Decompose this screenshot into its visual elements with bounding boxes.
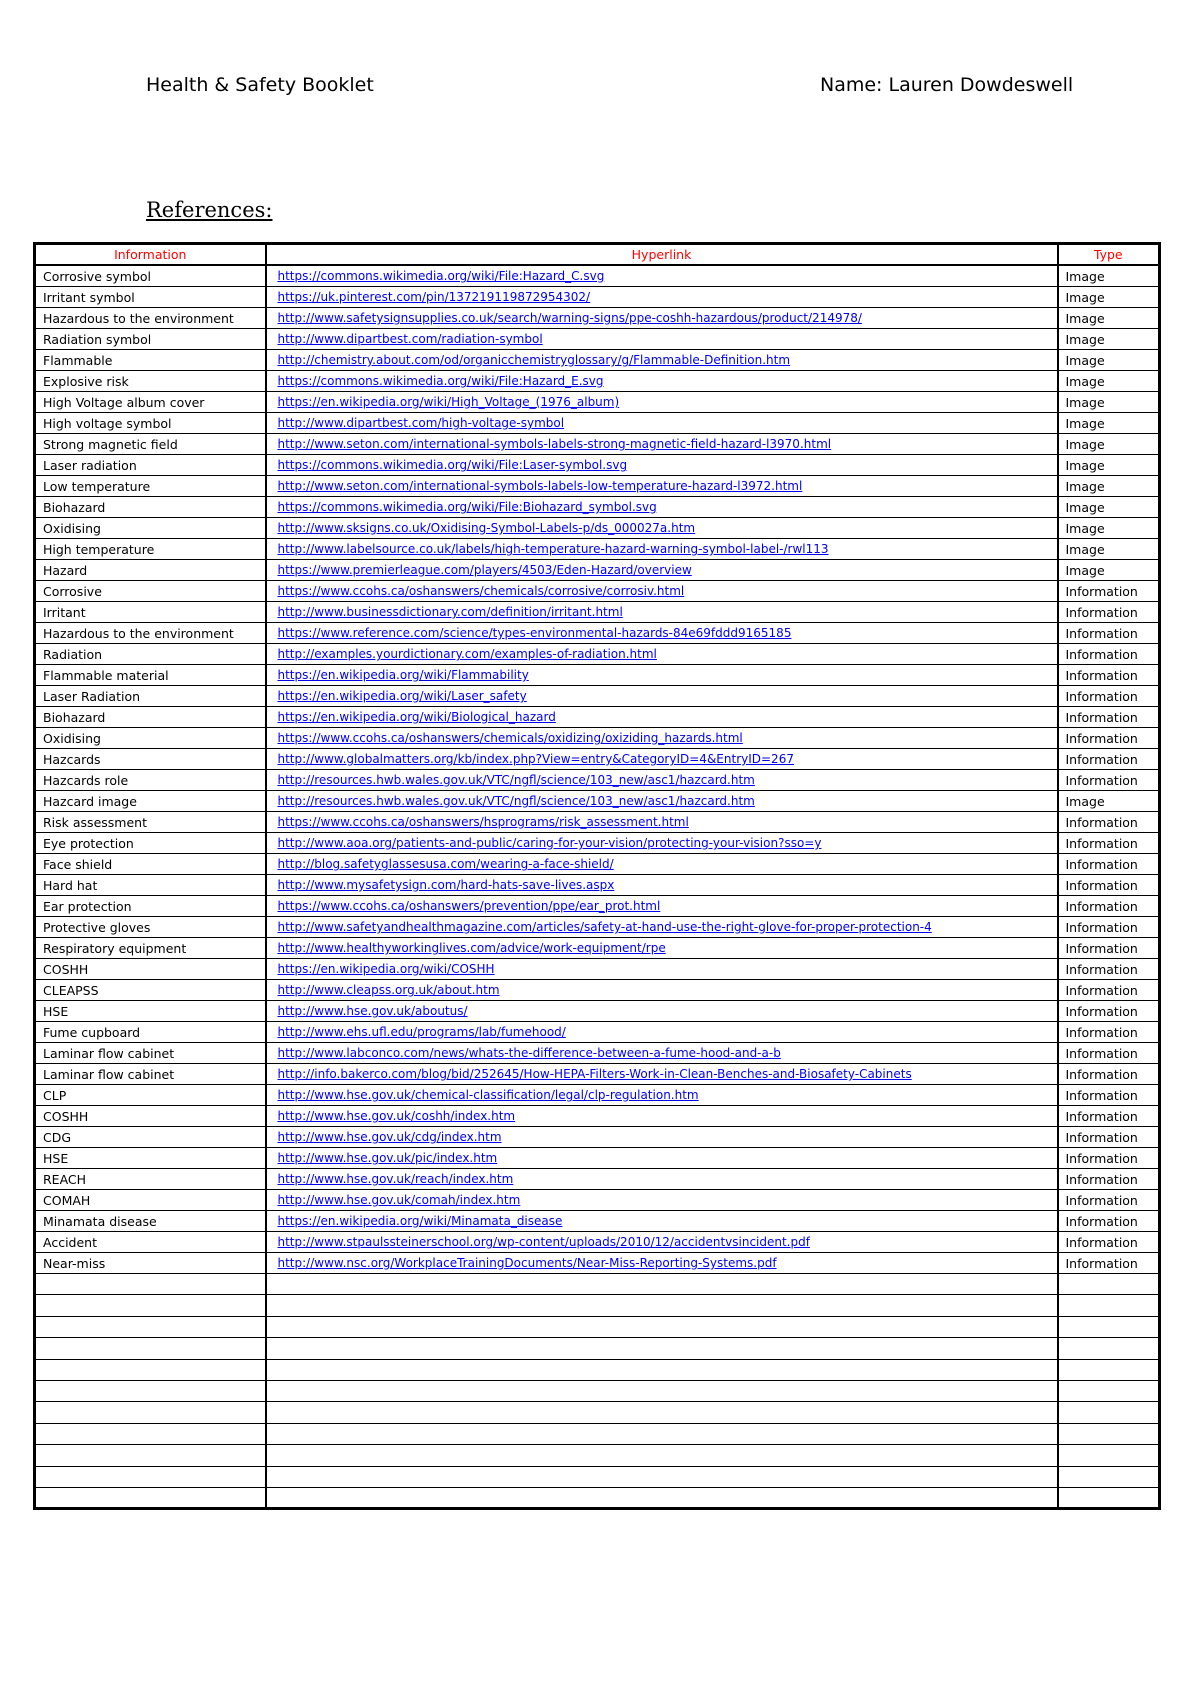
column-header-hyperlink: Hyperlink [266,244,1058,266]
table-row [35,539,1160,560]
empty-table-row [35,1295,1160,1316]
reference-hyperlink-cell [266,1232,1058,1253]
empty-cell [266,1316,1058,1337]
references-heading: References: [146,198,273,222]
reference-information: Respiratory equipment [35,938,266,959]
reference-hyperlink-cell [266,770,1058,791]
reference-information: HSE [35,1001,266,1022]
table-row [35,350,1160,371]
reference-type: Information [1058,959,1160,980]
table-row [35,791,1160,812]
table-row [35,854,1160,875]
empty-cell [35,1487,266,1508]
reference-information: CLEAPSS [35,980,266,1001]
reference-type: Information [1058,707,1160,728]
reference-type: Information [1058,917,1160,938]
table-row [35,1064,1160,1085]
reference-type: Information [1058,728,1160,749]
empty-cell [266,1338,1058,1359]
reference-information: Biohazard [35,707,266,728]
reference-hyperlink[interactable]: https://commons.wikimedia.org/wiki/File:Biohazard_symbol.svg [277,500,657,514]
reference-hyperlink[interactable]: http://www.labconco.com/news/whats-the-difference-between-a-fume-hood-and-a-b [277,1046,781,1060]
reference-hyperlink[interactable]: http://www.safetyandhealthmagazine.com/articles/safety-at-hand-use-the-right-glove-for-proper-protection-4 [277,920,932,934]
reference-type: Image [1058,371,1160,392]
reference-hyperlink-cell [266,539,1058,560]
reference-type: Information [1058,875,1160,896]
table-row [35,749,1160,770]
reference-type: Information [1058,1148,1160,1169]
references-table [33,242,1161,1510]
reference-hyperlink-cell [266,1253,1058,1274]
empty-table-row [35,1338,1160,1359]
reference-information: COSHH [35,1106,266,1127]
reference-information: Fume cupboard [35,1022,266,1043]
reference-information: Face shield [35,854,266,875]
empty-cell [1058,1445,1160,1466]
reference-hyperlink[interactable]: https://www.ccohs.ca/oshanswers/prevention/ppe/ear_prot.html [277,899,661,913]
empty-cell [266,1487,1058,1508]
reference-information: Corrosive [35,581,266,602]
reference-hyperlink[interactable]: https://www.reference.com/science/types-environmental-hazards-84e69fddd9165185 [277,626,792,640]
reference-hyperlink-cell [266,980,1058,1001]
empty-cell [266,1445,1058,1466]
reference-information: Risk assessment [35,812,266,833]
table-row [35,623,1160,644]
reference-hyperlink[interactable]: http://www.hse.gov.uk/aboutus/ [277,1004,468,1018]
reference-hyperlink[interactable]: http://www.safetysignsupplies.co.uk/search/warning-signs/ppe-coshh-hazardous/product/214978/ [277,311,862,325]
reference-hyperlink[interactable]: https://en.wikipedia.org/wiki/COSHH [277,962,495,976]
empty-cell [266,1402,1058,1423]
table-row [35,329,1160,350]
reference-hyperlink-cell [266,392,1058,413]
reference-type: Information [1058,833,1160,854]
reference-type: Image [1058,560,1160,581]
reference-type: Information [1058,1211,1160,1232]
reference-type: Information [1058,602,1160,623]
empty-cell [1058,1316,1160,1337]
table-row [35,455,1160,476]
reference-hyperlink-cell [266,350,1058,371]
table-row [35,1085,1160,1106]
empty-cell [266,1380,1058,1401]
empty-cell [35,1445,266,1466]
reference-information: COSHH [35,959,266,980]
reference-hyperlink-cell [266,812,1058,833]
table-row [35,497,1160,518]
reference-type: Information [1058,980,1160,1001]
empty-table-row [35,1316,1160,1337]
table-row [35,959,1160,980]
table-row [35,1001,1160,1022]
reference-type: Image [1058,350,1160,371]
reference-hyperlink-cell [266,602,1058,623]
empty-cell [1058,1487,1160,1508]
empty-cell [266,1423,1058,1444]
table-row [35,581,1160,602]
reference-type: Information [1058,1232,1160,1253]
table-row [35,728,1160,749]
reference-type: Information [1058,686,1160,707]
table-row [35,1253,1160,1274]
reference-hyperlink[interactable]: https://www.ccohs.ca/oshanswers/chemicals/oxidizing/oxiziding_hazards.html [277,731,743,745]
reference-information: Laminar flow cabinet [35,1043,266,1064]
reference-hyperlink[interactable]: http://www.hse.gov.uk/pic/index.htm [277,1151,498,1165]
reference-hyperlink-cell [266,854,1058,875]
table-row [35,917,1160,938]
empty-cell [35,1423,266,1444]
reference-type: Information [1058,1001,1160,1022]
empty-cell [1058,1338,1160,1359]
table-row [35,602,1160,623]
reference-information: CLP [35,1085,266,1106]
reference-information: Oxidising [35,728,266,749]
reference-type: Image [1058,392,1160,413]
table-row [35,896,1160,917]
table-row [35,938,1160,959]
reference-type: Information [1058,1064,1160,1085]
table-row [35,392,1160,413]
reference-information: Protective gloves [35,917,266,938]
table-row [35,770,1160,791]
reference-hyperlink-cell [266,791,1058,812]
reference-type: Information [1058,1022,1160,1043]
reference-hyperlink-cell [266,1148,1058,1169]
reference-type: Image [1058,329,1160,350]
reference-type: Information [1058,1253,1160,1274]
reference-hyperlink-cell [266,896,1058,917]
reference-type: Image [1058,287,1160,308]
reference-hyperlink-cell [266,560,1058,581]
reference-hyperlink[interactable]: http://www.nsc.org/WorkplaceTrainingDocuments/Near-Miss-Reporting-Systems.pdf [277,1256,777,1270]
reference-hyperlink-cell [266,644,1058,665]
table-row [35,1127,1160,1148]
empty-cell [1058,1402,1160,1423]
empty-cell [266,1359,1058,1380]
empty-cell [35,1402,266,1423]
reference-hyperlink-cell [266,875,1058,896]
reference-hyperlink[interactable]: http://www.hse.gov.uk/reach/index.htm [277,1172,514,1186]
reference-hyperlink-cell [266,1022,1058,1043]
reference-hyperlink[interactable]: http://www.dipartbest.com/radiation-symbol [277,332,543,346]
reference-hyperlink[interactable]: http://www.labelsource.co.uk/labels/high-temperature-hazard-warning-symbol-label-/rwl113 [277,542,829,556]
empty-cell [35,1338,266,1359]
reference-hyperlink[interactable]: http://www.hse.gov.uk/comah/index.htm [277,1193,521,1207]
table-row [35,476,1160,497]
reference-information: Minamata disease [35,1211,266,1232]
reference-hyperlink[interactable]: http://www.stpaulssteinerschool.org/wp-content/uploads/2010/12/accidentvsincident.pdf [277,1235,810,1249]
reference-type: Image [1058,476,1160,497]
table-row [35,1022,1160,1043]
reference-information: Laminar flow cabinet [35,1064,266,1085]
reference-hyperlink[interactable]: http://www.businessdictionary.com/definition/irritant.html [277,605,623,619]
reference-information: Hazard [35,560,266,581]
empty-cell [266,1466,1058,1487]
reference-type: Image [1058,518,1160,539]
table-row [35,1148,1160,1169]
reference-hyperlink[interactable]: https://uk.pinterest.com/pin/137219119872954302/ [277,290,591,304]
reference-hyperlink[interactable]: https://commons.wikimedia.org/wiki/File:Laser-symbol.svg [277,458,628,472]
reference-hyperlink[interactable]: https://en.wikipedia.org/wiki/Biological_hazard [277,710,556,724]
empty-table-row [35,1402,1160,1423]
reference-information: Eye protection [35,833,266,854]
empty-cell [35,1295,266,1316]
reference-type: Information [1058,623,1160,644]
reference-hyperlink[interactable]: http://www.sksigns.co.uk/Oxidising-Symbol-Labels-p/ds_000027a.htm [277,521,696,535]
empty-cell [1058,1359,1160,1380]
table-row [35,1190,1160,1211]
reference-information: Hazardous to the environment [35,623,266,644]
reference-hyperlink[interactable]: https://en.wikipedia.org/wiki/High_Voltage_(1976_album) [277,395,620,409]
reference-hyperlink-cell [266,329,1058,350]
reference-information: COMAH [35,1190,266,1211]
reference-hyperlink[interactable]: http://www.globalmatters.org/kb/index.php?View=entry&CategoryID=4&EntryID=267 [277,752,794,766]
reference-information: Flammable [35,350,266,371]
table-row [35,1169,1160,1190]
reference-type: Information [1058,1085,1160,1106]
reference-type: Image [1058,455,1160,476]
table-row [35,833,1160,854]
table-row [35,1211,1160,1232]
reference-hyperlink-cell [266,287,1058,308]
reference-hyperlink[interactable]: http://resources.hwb.wales.gov.uk/VTC/ngfl/science/103_new/asc1/hazcard.htm [277,794,755,808]
reference-hyperlink[interactable]: http://blog.safetyglassesusa.com/wearing-a-face-shield/ [277,857,614,871]
reference-type: Information [1058,938,1160,959]
table-row [35,665,1160,686]
reference-type: Image [1058,308,1160,329]
table-row [35,308,1160,329]
table-row [35,1106,1160,1127]
table-row [35,980,1160,1001]
reference-hyperlink-cell [266,581,1058,602]
empty-cell [35,1274,266,1295]
reference-information: Near-miss [35,1253,266,1274]
reference-hyperlink-cell [266,707,1058,728]
reference-information: Hard hat [35,875,266,896]
reference-hyperlink[interactable]: http://www.healthyworkinglives.com/advice/work-equipment/rpe [277,941,666,955]
reference-hyperlink-cell [266,728,1058,749]
empty-cell [1058,1295,1160,1316]
reference-type: Information [1058,581,1160,602]
reference-hyperlink-cell [266,749,1058,770]
reference-hyperlink-cell [266,1043,1058,1064]
reference-hyperlink-cell [266,1169,1058,1190]
reference-hyperlink-cell [266,1211,1058,1232]
reference-hyperlink[interactable]: http://www.aoa.org/patients-and-public/caring-for-your-vision/protecting-your-vision?sso=y [277,836,822,850]
table-header-row [35,244,1160,266]
reference-type: Information [1058,1127,1160,1148]
column-header-type: Type [1058,244,1160,266]
reference-information: CDG [35,1127,266,1148]
reference-information: REACH [35,1169,266,1190]
reference-information: Explosive risk [35,371,266,392]
reference-information: Hazcards [35,749,266,770]
reference-type: Information [1058,854,1160,875]
reference-hyperlink[interactable]: https://commons.wikimedia.org/wiki/File:Hazard_E.svg [277,374,604,388]
empty-cell [1058,1466,1160,1487]
reference-hyperlink[interactable]: http://www.dipartbest.com/high-voltage-symbol [277,416,565,430]
table-row [35,707,1160,728]
reference-hyperlink-cell [266,833,1058,854]
empty-cell [1058,1380,1160,1401]
reference-information: Oxidising [35,518,266,539]
reference-information: Radiation symbol [35,329,266,350]
reference-hyperlink[interactable]: https://www.ccohs.ca/oshanswers/chemicals/corrosive/corrosiv.html [277,584,685,598]
reference-hyperlink-cell [266,497,1058,518]
reference-type: Image [1058,434,1160,455]
reference-information: Strong magnetic field [35,434,266,455]
reference-type: Image [1058,265,1160,287]
empty-table-row [35,1359,1160,1380]
reference-type: Information [1058,770,1160,791]
reference-hyperlink[interactable]: http://examples.yourdictionary.com/examples-of-radiation.html [277,647,657,661]
reference-information: Radiation [35,644,266,665]
reference-hyperlink-cell [266,413,1058,434]
reference-hyperlink-cell [266,1190,1058,1211]
reference-hyperlink[interactable]: http://www.seton.com/international-symbols-labels-low-temperature-hazard-l3972.html [277,479,803,493]
reference-information: Hazcard image [35,791,266,812]
reference-information: Irritant symbol [35,287,266,308]
reference-hyperlink[interactable]: http://www.ehs.ufl.edu/programs/lab/fumehood/ [277,1025,566,1039]
empty-cell [266,1274,1058,1295]
empty-cell [1058,1423,1160,1444]
reference-information: Laser radiation [35,455,266,476]
reference-hyperlink-cell [266,1064,1058,1085]
reference-information: Hazcards role [35,770,266,791]
reference-hyperlink-cell [266,938,1058,959]
reference-information: Low temperature [35,476,266,497]
table-row [35,644,1160,665]
reference-information: Accident [35,1232,266,1253]
author-name: Name: Lauren Dowdeswell [820,74,1074,96]
reference-type: Information [1058,1043,1160,1064]
empty-cell [266,1295,1058,1316]
reference-information: Irritant [35,602,266,623]
table-row [35,518,1160,539]
empty-table-row [35,1380,1160,1401]
reference-information: High voltage symbol [35,413,266,434]
table-row [35,413,1160,434]
reference-information: Ear protection [35,896,266,917]
empty-cell [35,1380,266,1401]
reference-type: Information [1058,665,1160,686]
reference-hyperlink[interactable]: https://en.wikipedia.org/wiki/Laser_safety [277,689,527,703]
reference-hyperlink[interactable]: https://commons.wikimedia.org/wiki/File:Hazard_C.svg [277,269,605,283]
table-row [35,287,1160,308]
reference-hyperlink[interactable]: http://www.hse.gov.uk/cdg/index.htm [277,1130,502,1144]
reference-hyperlink-cell [266,623,1058,644]
reference-hyperlink-cell [266,518,1058,539]
booklet-title: Health & Safety Booklet [146,74,374,96]
reference-hyperlink-cell [266,1085,1058,1106]
reference-type: Image [1058,539,1160,560]
reference-information: High temperature [35,539,266,560]
reference-type: Information [1058,749,1160,770]
empty-table-row [35,1423,1160,1444]
reference-type: Information [1058,1169,1160,1190]
reference-hyperlink[interactable]: https://www.ccohs.ca/oshanswers/hsprograms/risk_assessment.html [277,815,689,829]
reference-hyperlink-cell [266,434,1058,455]
reference-information: Laser Radiation [35,686,266,707]
empty-table-row [35,1487,1160,1508]
reference-hyperlink-cell [266,917,1058,938]
reference-hyperlink[interactable]: http://www.hse.gov.uk/coshh/index.htm [277,1109,516,1123]
reference-hyperlink[interactable]: https://www.premierleague.com/players/4503/Eden-Hazard/overview [277,563,692,577]
reference-hyperlink-cell [266,1127,1058,1148]
reference-type: Information [1058,896,1160,917]
table-row [35,1043,1160,1064]
reference-type: Image [1058,413,1160,434]
reference-type: Information [1058,644,1160,665]
reference-hyperlink[interactable]: https://en.wikipedia.org/wiki/Flammability [277,668,529,682]
reference-hyperlink-cell [266,476,1058,497]
empty-cell [35,1316,266,1337]
reference-hyperlink[interactable]: https://en.wikipedia.org/wiki/Minamata_disease [277,1214,563,1228]
empty-table-row [35,1274,1160,1295]
reference-hyperlink-cell [266,455,1058,476]
reference-hyperlink-cell [266,265,1058,287]
table-row [35,875,1160,896]
reference-hyperlink-cell [266,308,1058,329]
reference-type: Image [1058,497,1160,518]
table-row [35,560,1160,581]
table-row [35,371,1160,392]
reference-type: Information [1058,1106,1160,1127]
reference-hyperlink-cell [266,665,1058,686]
reference-hyperlink[interactable]: http://www.mysafetysign.com/hard-hats-save-lives.aspx [277,878,615,892]
column-header-information: Information [35,244,266,266]
reference-hyperlink-cell [266,686,1058,707]
reference-hyperlink[interactable]: http://www.cleapss.org.uk/about.htm [277,983,500,997]
reference-information: Flammable material [35,665,266,686]
reference-information: High Voltage album cover [35,392,266,413]
empty-table-row [35,1466,1160,1487]
reference-hyperlink-cell [266,1001,1058,1022]
reference-hyperlink-cell [266,959,1058,980]
empty-table-row [35,1445,1160,1466]
reference-information: HSE [35,1148,266,1169]
reference-information: Biohazard [35,497,266,518]
reference-type: Information [1058,1190,1160,1211]
reference-hyperlink[interactable]: http://resources.hwb.wales.gov.uk/VTC/ngfl/science/103_new/asc1/hazcard.htm [277,773,755,787]
empty-cell [35,1359,266,1380]
reference-type: Information [1058,812,1160,833]
reference-type: Image [1058,791,1160,812]
reference-hyperlink[interactable]: http://chemistry.about.com/od/organicchemistryglossary/g/Flammable-Definition.htm [277,353,791,367]
reference-hyperlink[interactable]: http://info.bakerco.com/blog/bid/252645/How-HEPA-Filters-Work-in-Clean-Benches-and-Biosafety-Cabinets [277,1067,912,1081]
table-row [35,812,1160,833]
table-row [35,434,1160,455]
reference-hyperlink[interactable]: http://www.seton.com/international-symbols-labels-strong-magnetic-field-hazard-l3970.html [277,437,832,451]
reference-information: Corrosive symbol [35,265,266,287]
reference-hyperlink-cell [266,371,1058,392]
empty-cell [1058,1274,1160,1295]
table-row [35,686,1160,707]
empty-cell [35,1466,266,1487]
reference-information: Hazardous to the environment [35,308,266,329]
reference-hyperlink-cell [266,1106,1058,1127]
table-row [35,1232,1160,1253]
table-row [35,265,1160,287]
reference-hyperlink[interactable]: http://www.hse.gov.uk/chemical-classification/legal/clp-regulation.htm [277,1088,699,1102]
